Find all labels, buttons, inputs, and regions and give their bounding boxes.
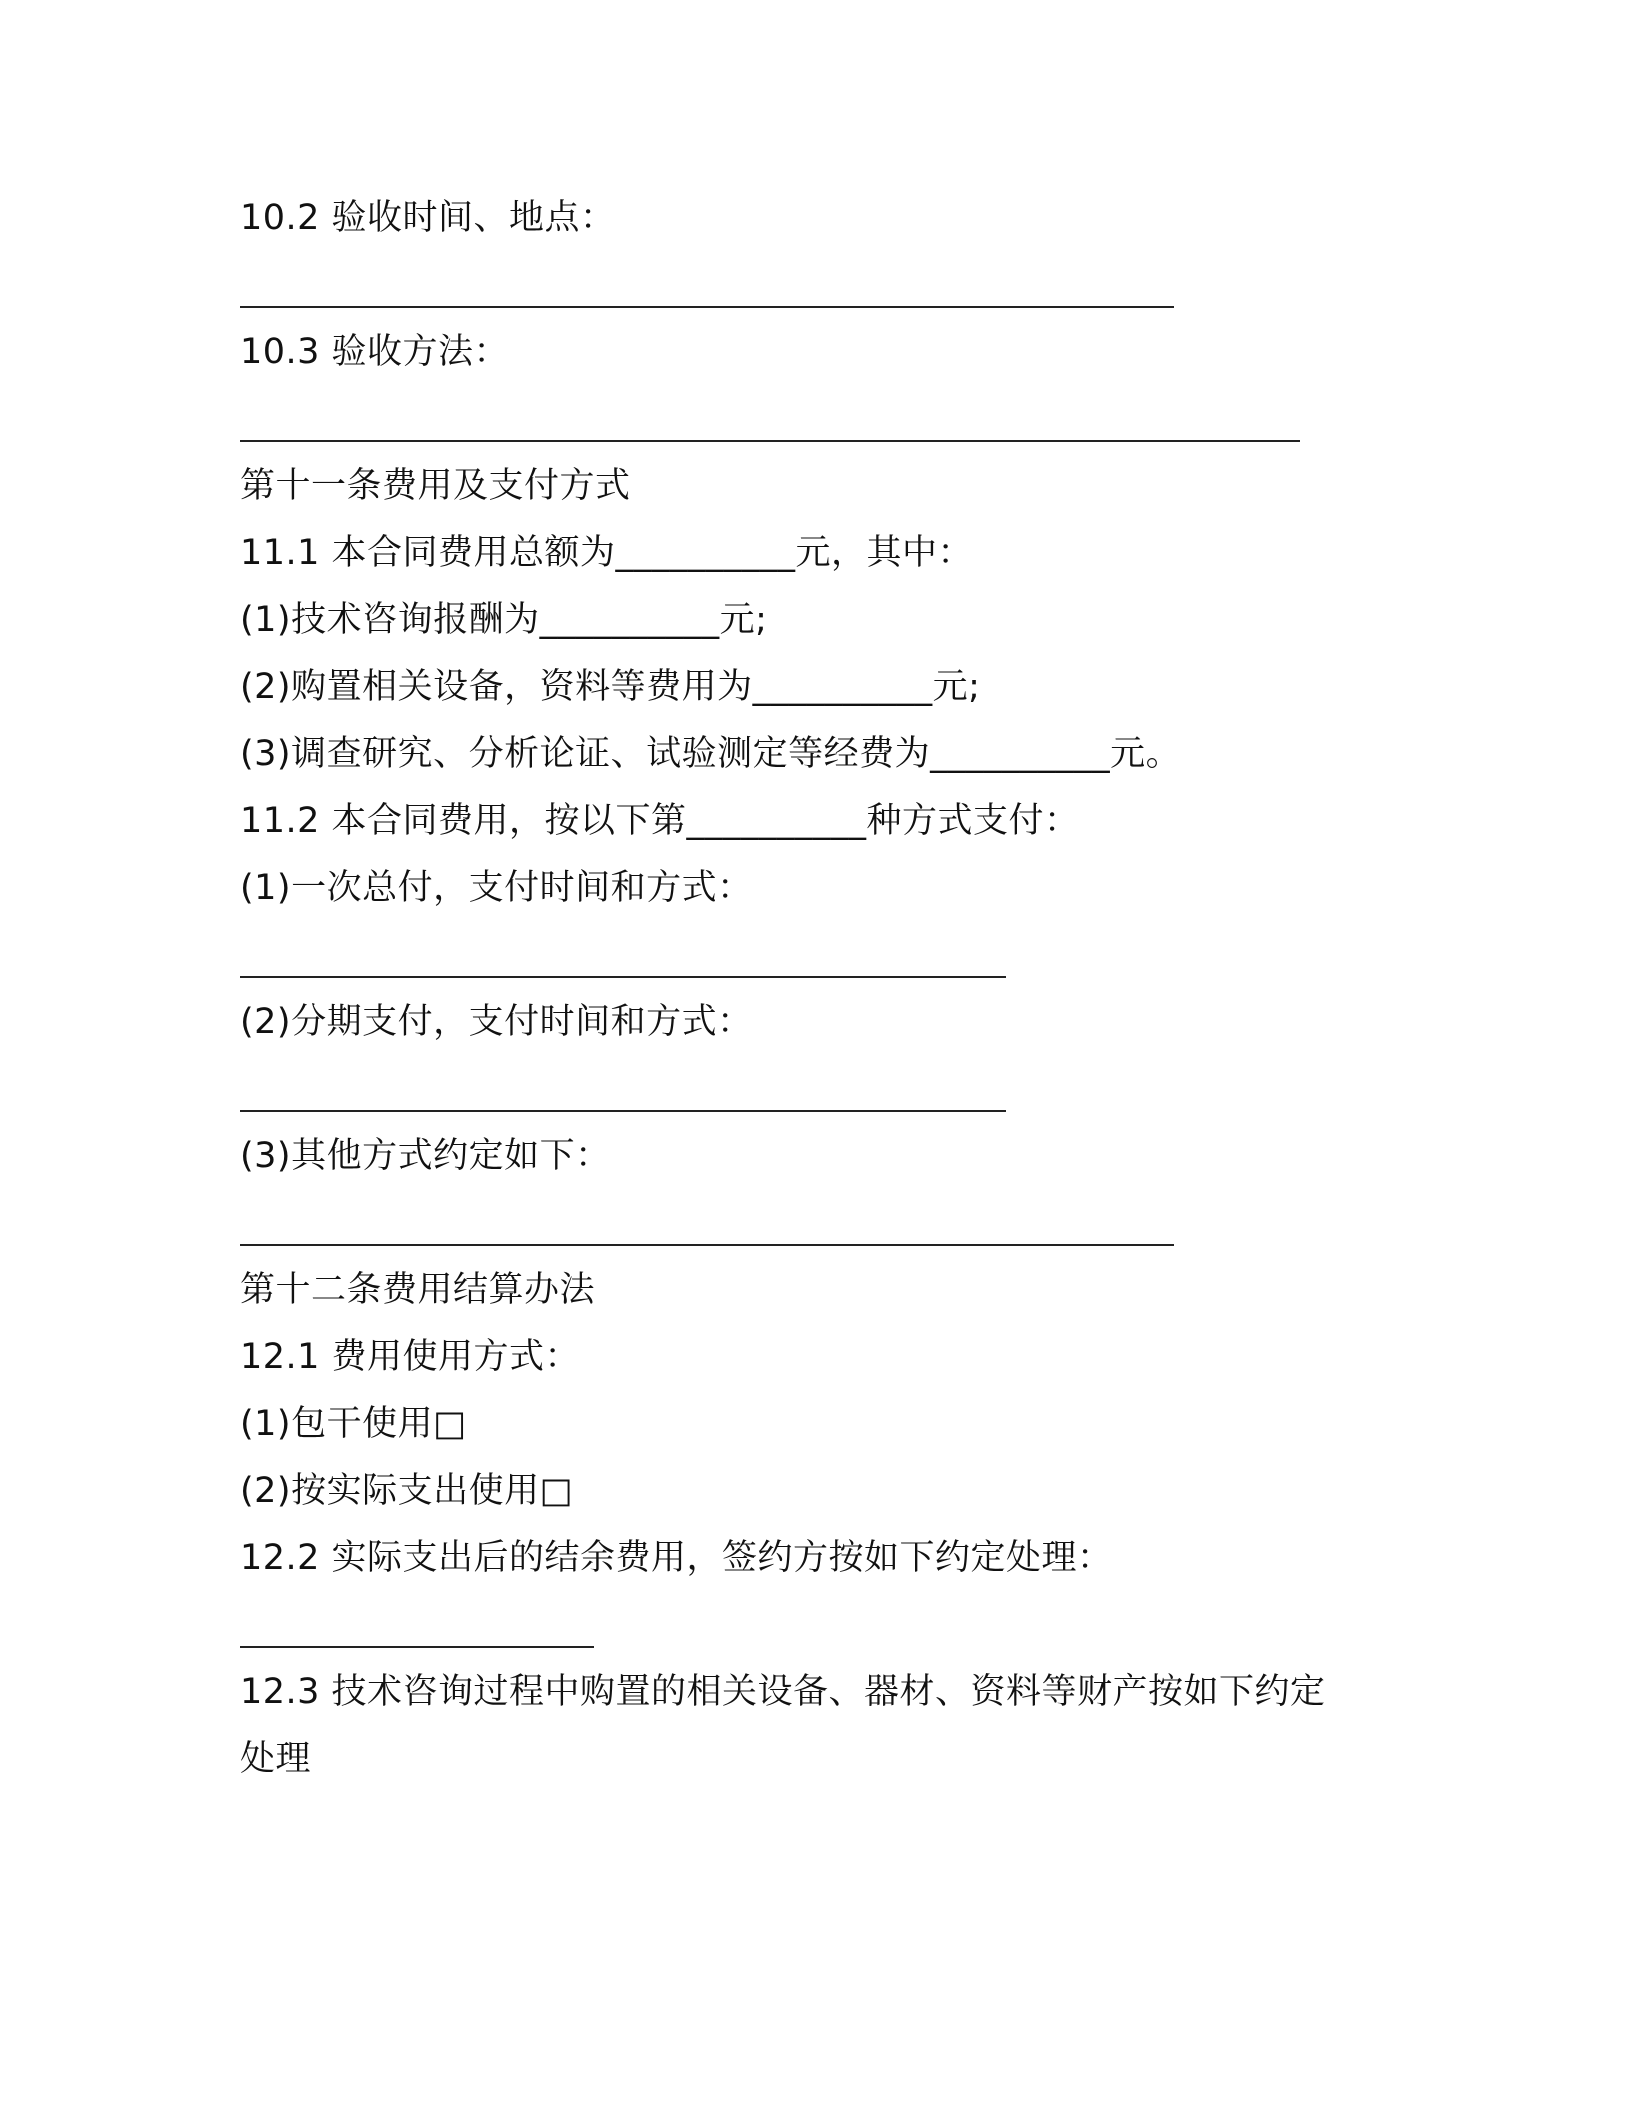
- fill-in-blank-line[interactable]: [240, 1646, 594, 1648]
- fill-in-blank-line[interactable]: [240, 306, 1174, 308]
- clause-12-3-property-handling: 12.3 技术咨询过程中购置的相关设备、器材、资料等财产按如下约定: [240, 1672, 1326, 1712]
- item-research-fee: (3)调查研究、分析论证、试验测定等经费为__________元。: [240, 734, 1182, 774]
- clause-10-2-acceptance-time-place: 10.2 验收时间、地点：: [240, 198, 616, 238]
- fill-in-blank-line[interactable]: [240, 1244, 1174, 1246]
- article-11-heading: 第十一条费用及支付方式: [240, 466, 631, 506]
- option-actual-expense-usage: (2)按实际支出使用□: [240, 1471, 574, 1511]
- clause-12-3-continuation: 处理: [240, 1739, 312, 1779]
- fill-in-blank-line[interactable]: [240, 440, 1300, 442]
- option-fixed-usage: (1)包干使用□: [240, 1404, 467, 1444]
- clause-11-2-payment-method: 11.2 本合同费用，按以下第__________种方式支付：: [240, 801, 1080, 841]
- clause-12-1-usage-method: 12.1 费用使用方式：: [240, 1337, 581, 1377]
- clause-11-1-total-fee: 11.1 本合同费用总额为__________元，其中：: [240, 533, 974, 573]
- item-equipment-fee: (2)购置相关设备，资料等费用为__________元;: [240, 667, 981, 707]
- fill-in-blank-line[interactable]: [240, 976, 1006, 978]
- item-consulting-fee: (1)技术咨询报酬为__________元;: [240, 600, 768, 640]
- article-12-heading: 第十二条费用结算办法: [240, 1270, 596, 1310]
- option-other-payment: (3)其他方式约定如下：: [240, 1136, 611, 1176]
- option-installment-payment: (2)分期支付，支付时间和方式：: [240, 1002, 753, 1042]
- fill-in-blank-line[interactable]: [240, 1110, 1006, 1112]
- clause-10-3-acceptance-method: 10.3 验收方法：: [240, 332, 510, 372]
- clause-12-2-remaining-fee: 12.2 实际支出后的结余费用，签约方按如下约定处理：: [240, 1538, 1113, 1578]
- option-lump-sum-payment: (1)一次总付，支付时间和方式：: [240, 868, 753, 908]
